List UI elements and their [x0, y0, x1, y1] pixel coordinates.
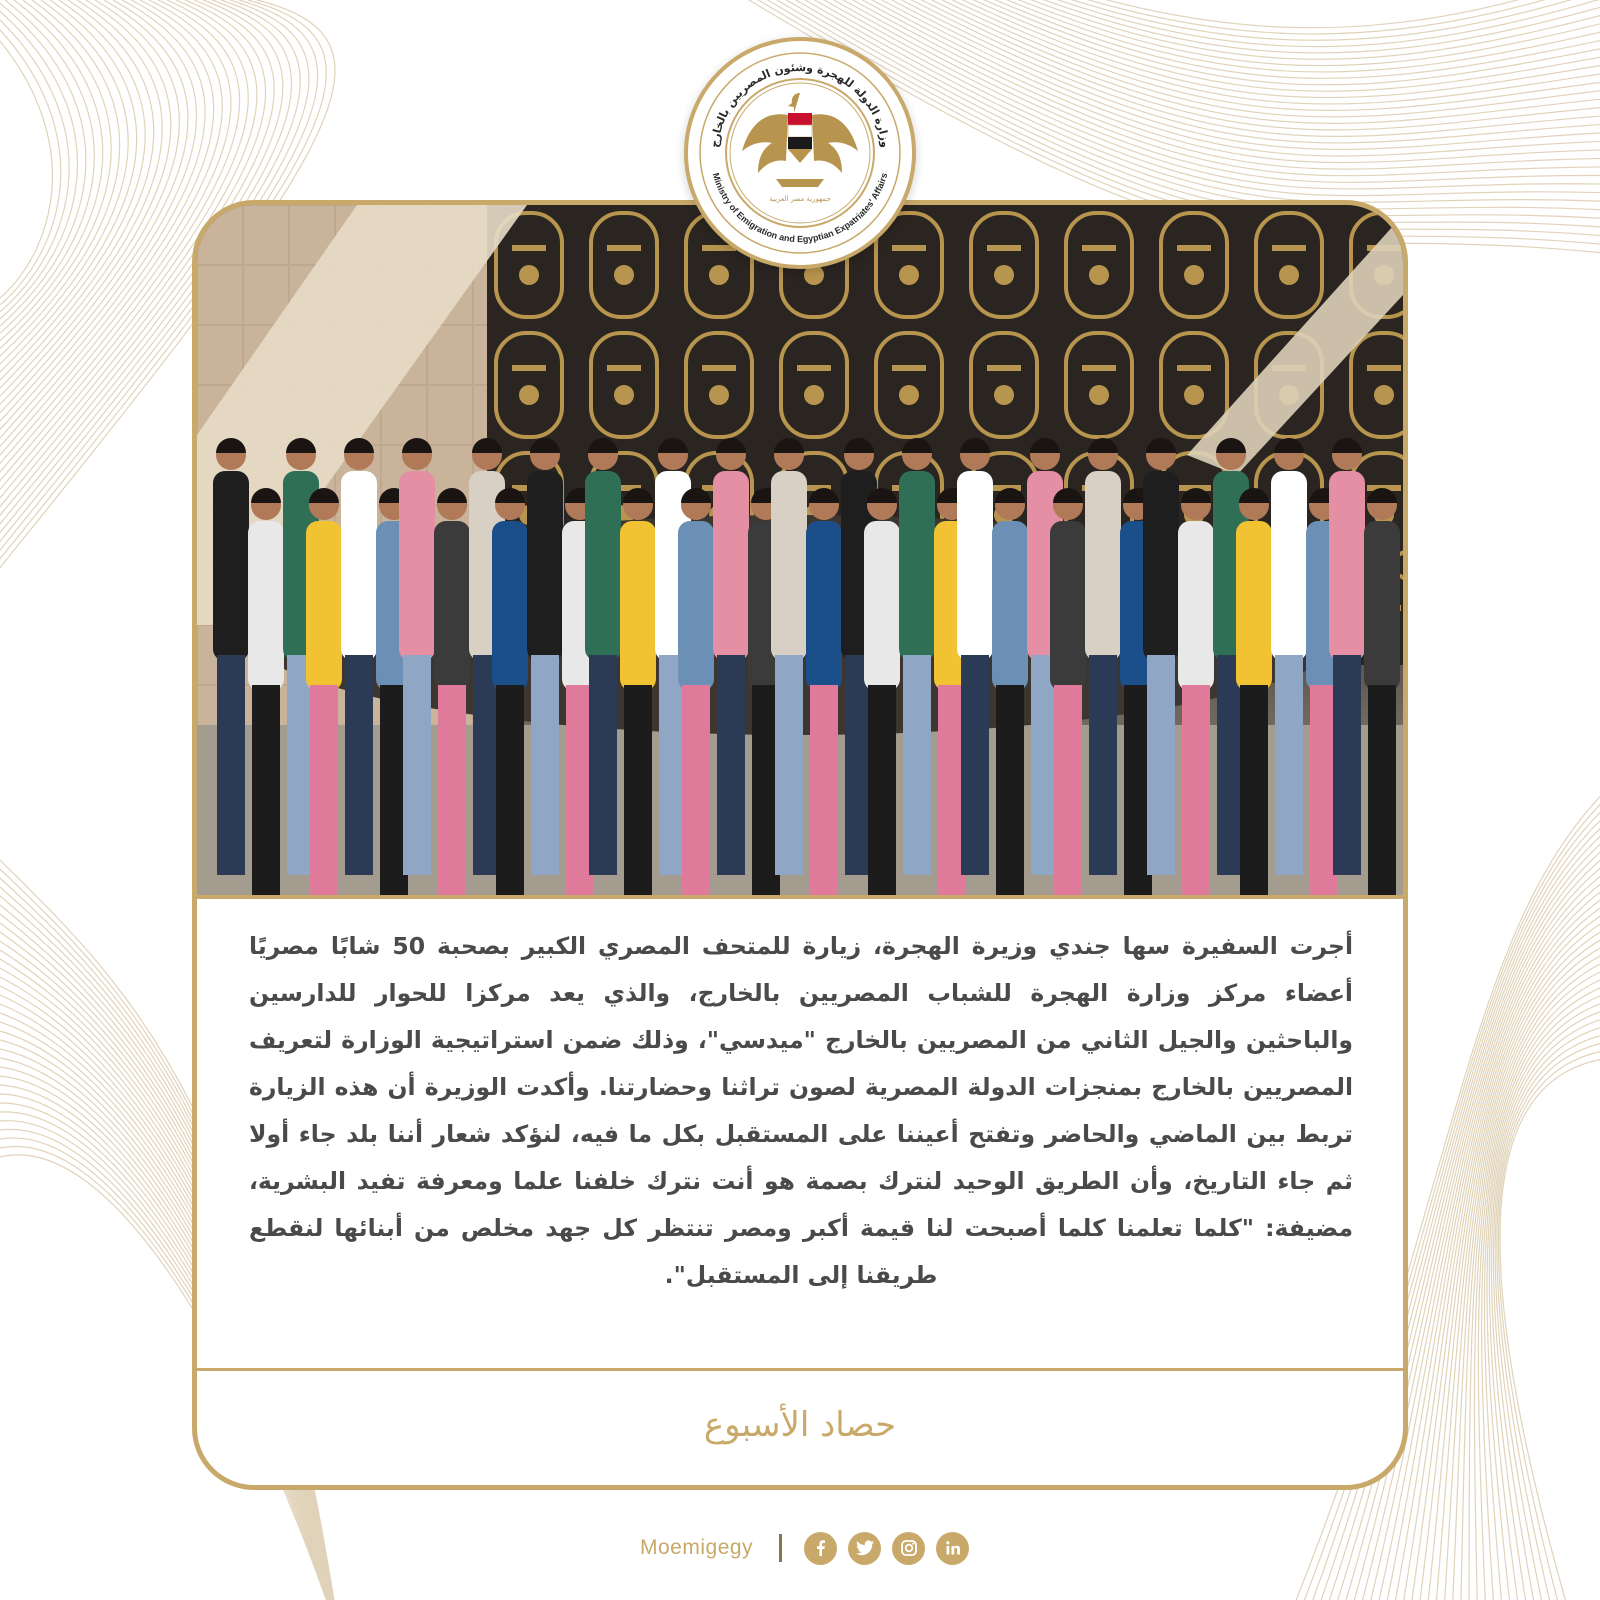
logo-english-ring-text: Ministry of Emigration and Egyptian Expatriates' Affairs [710, 171, 890, 245]
social-handle[interactable]: Moemigegy [640, 1536, 754, 1559]
linkedin-icon[interactable] [936, 1532, 969, 1565]
photo-divider [197, 895, 1403, 899]
twitter-icon[interactable] [848, 1532, 881, 1565]
emblem-caption: جمهورية مصر العربية [769, 195, 831, 203]
group-photo [197, 205, 1403, 895]
social-footer [640, 1528, 1000, 1568]
content-card [192, 200, 1408, 1490]
footer-separator [779, 1534, 782, 1562]
footer-divider [197, 1368, 1403, 1371]
article-body: أجرت السفيرة سها جندي وزيرة الهجرة، زيارة للمتحف المصري الكبير بصحبة 50 شابًا مصريًا أعضاء مركز وزارة الهجرة للشباب المصريين بالخارج، والذي يعد مركزا للحوار للدارسين والباحثين والجيل الثاني من المصريين بالخارج "ميدسي"، وذلك ضمن استراتيجية الوزارة لتعريف المصريين بالخارج بمنجزات الدولة المصرية لصون تراثنا وحضارتنا. وأكدت الوزيرة أن هذه الزيارة تربط بين الماضي والحاضر وتفتح أعيننا على المستقبل بكل ما فيه، لنؤكد شعار أننا بلد جاء أولا ثم جاء التاريخ، وأن الطريق الوحيد لنترك بصمة هو أنت نترك خلفنا علما ومعرفة تفيد البشرية، مضيفة: "كلما تعلمنا كلما أصبحت لنا قيمة أكبر ومصر تنتظر كل جهد مخلص من أبنائها لنقطع طريقنا إلى المستقبل". [249, 932, 1353, 1289]
ministry-logo [684, 37, 916, 269]
facebook-icon[interactable] [804, 1532, 837, 1565]
instagram-icon[interactable] [892, 1532, 925, 1565]
ministry-seal-icon [688, 41, 912, 265]
section-title: حصاد الأسبوع [703, 1405, 897, 1445]
group-photo-image [197, 205, 1403, 895]
logo-arabic-ring-text: وزارة الدولة للهجرة وشئون المصريين بالخارج [708, 60, 892, 149]
eagle-emblem-icon [742, 93, 858, 187]
